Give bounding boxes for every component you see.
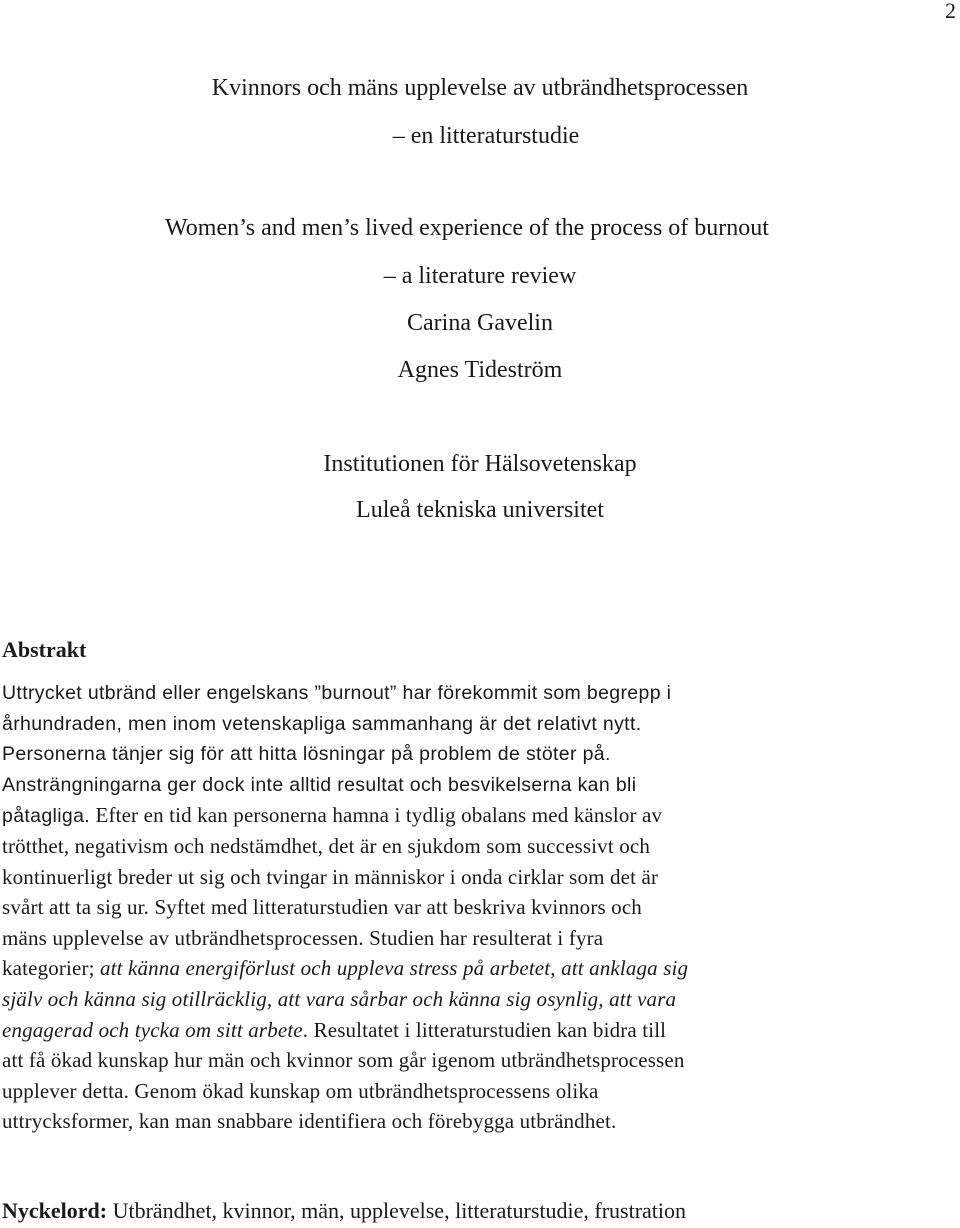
abstract-line: Ansträngningarna ger dock inte alltid resultat och besvikelserna kan bli: [2, 773, 637, 796]
abstract-category-text: själv och känna sig otillräcklig, att vara sårbar och känna sig osynlig, att vara: [2, 986, 677, 1011]
abstract-text: . Resultatet i litteraturstudien kan bidra till: [302, 1017, 667, 1042]
title-english-line2: – a literature review: [383, 263, 577, 289]
department: Institutionen för Hälsovetenskap: [323, 451, 637, 477]
abstract-category-text: att känna energiförlust och uppleva stress på arbetet, att anklaga sig: [100, 956, 689, 981]
university: Luleå tekniska universitet: [356, 497, 604, 523]
keywords: [2, 1196, 686, 1226]
abstract-line-mixed: [2, 953, 957, 984]
title-swedish-line1: Kvinnors och mäns upplevelse av utbrändhetsprocessen: [211, 75, 749, 101]
author-1: Carina Gavelin: [407, 310, 553, 336]
title-english-line1: Women’s and men’s lived experience of the process of burnout: [165, 215, 769, 241]
abstract-line: Personerna tänjer sig för att hitta lösningar på problem de stöter på.: [2, 743, 611, 766]
abstract-text: Efter en tid kan personerna hamna i tydlig obalans med känslor av: [90, 803, 663, 828]
abstract-line-italic: [2, 984, 957, 1015]
abstract-heading: Abstrakt: [2, 637, 87, 662]
abstract-text: kategorier;: [2, 956, 101, 981]
abstract-line-mixed: [2, 800, 957, 831]
abstract-line: uttrycksformer, kan man snabbare identifiera och förebygga utbrändhet.: [2, 1109, 617, 1134]
abstract-category-text: engagerad och tycka om sitt arbete: [2, 1017, 303, 1042]
abstract-line: att få ökad kunskap hur män och kvinnor som går igenom utbrändhetsprocessen: [2, 1048, 685, 1073]
abstract-line: kontinuerligt breder ut sig och tvingar in människor i onda cirklar som det är: [2, 864, 659, 889]
abstract-line: århundraden, men inom vetenskapliga sammanhang är det relativt nytt.: [2, 712, 642, 735]
keywords-label: Nyckelord:: [2, 1198, 108, 1223]
title-swedish-line2: – en litteraturstudie: [392, 123, 580, 149]
abstract-body: [2, 678, 957, 1137]
abstract-line: svårt att ta sig ur. Syftet med litteraturstudien var att beskriva kvinnors och: [2, 895, 642, 920]
abstract-line: trötthet, negativism och nedstämdhet, det är en sjukdom som successivt och: [2, 833, 650, 858]
keywords-value: Utbrändhet, kvinnor, män, upplevelse, litteraturstudie, frustration: [107, 1198, 687, 1223]
author-2: Agnes Tideström: [397, 357, 563, 383]
abstract-line: mäns upplevelse av utbrändhetsprocessen. Studien har resulterat i fyra: [2, 925, 604, 950]
abstract-text: påtagliga.: [2, 805, 91, 828]
abstract-line-mixed: [2, 1015, 957, 1046]
abstract-line: Uttrycket utbränd eller engelskans ”burnout” har förekommit som begrepp i: [2, 682, 672, 704]
abstract-line: upplever detta. Genom ökad kunskap om utbrändhetsprocessens olika: [2, 1078, 599, 1103]
page-number: 2: [945, 0, 956, 23]
